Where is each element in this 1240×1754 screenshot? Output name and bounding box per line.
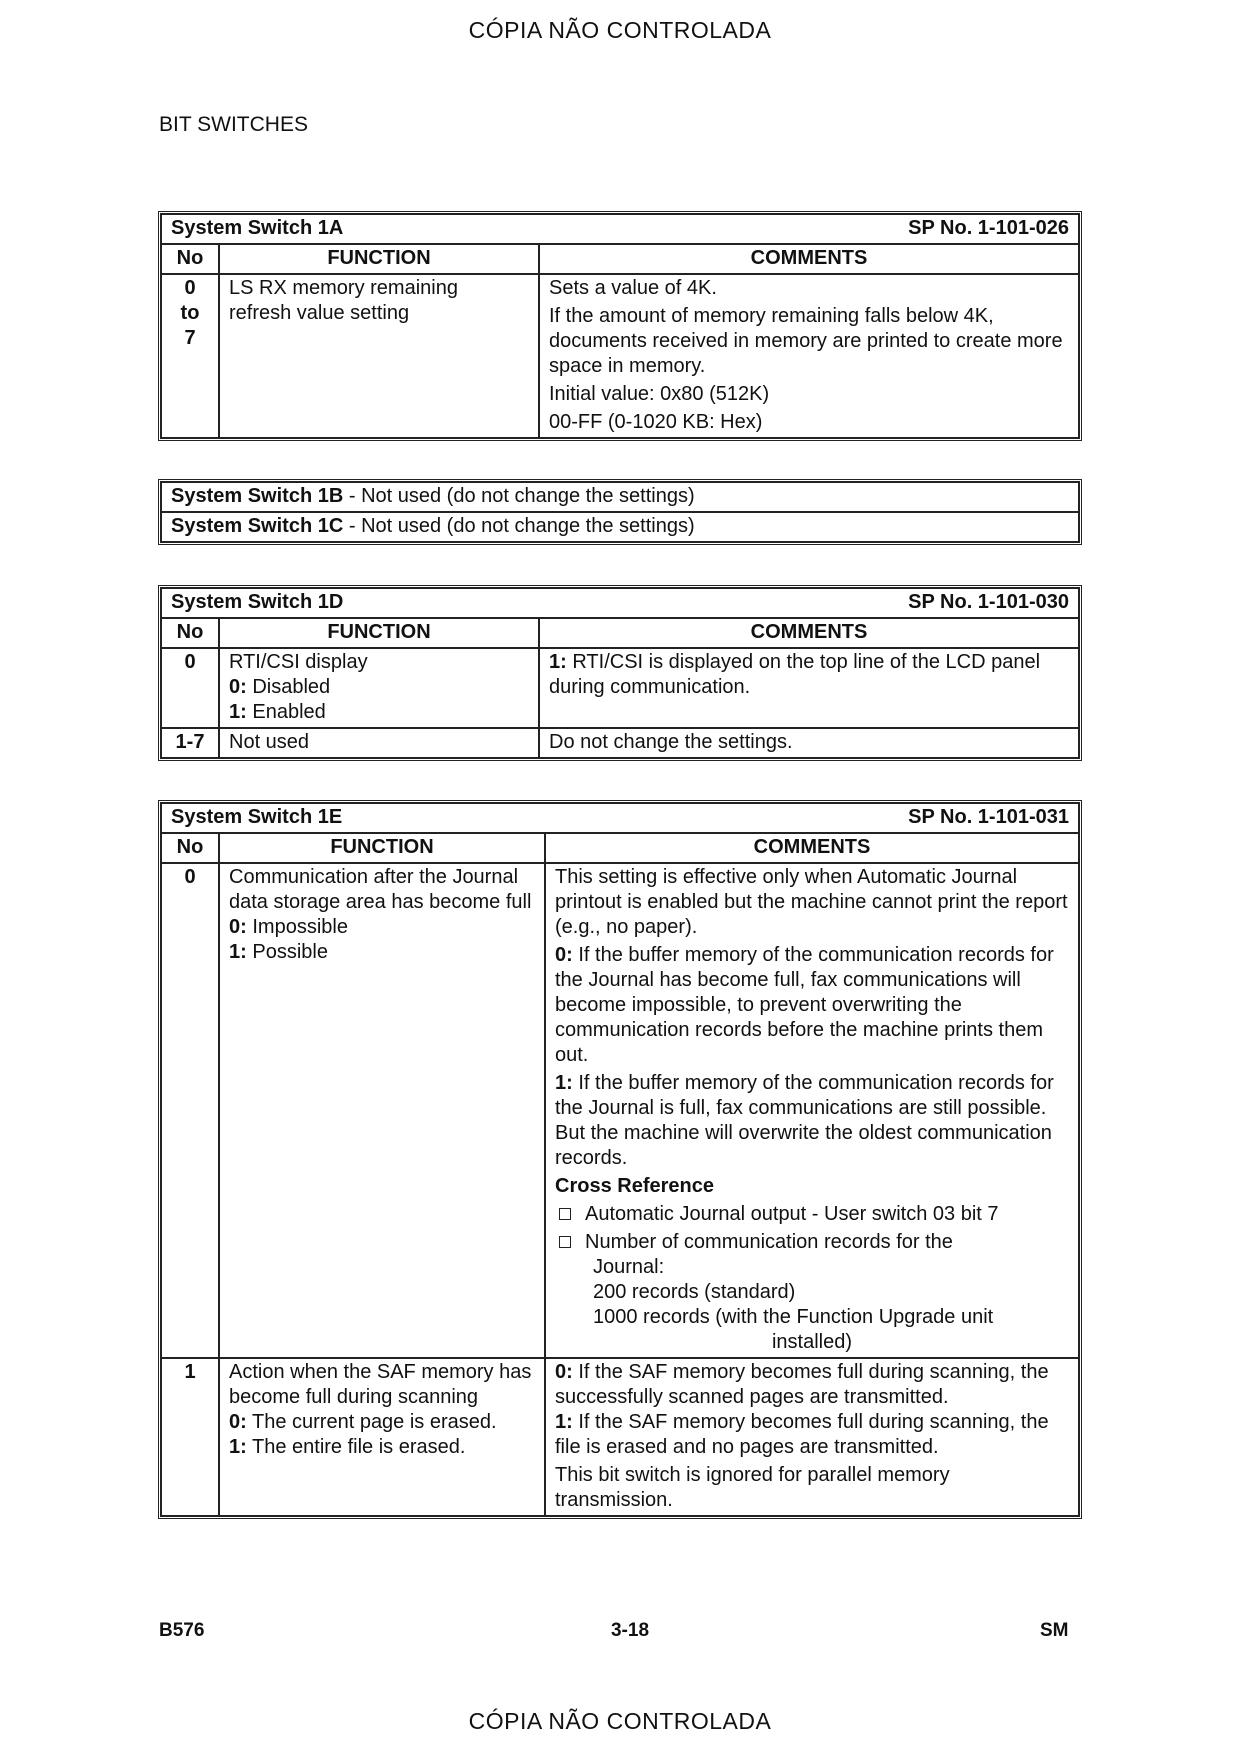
footer-manual-code: SM [1040, 1620, 1069, 1641]
col-no: No [161, 244, 219, 274]
cross-reference-heading: Cross Reference [555, 1175, 714, 1197]
sp-number: SP No. 1-101-030 [908, 591, 1069, 613]
function-cell: LS RX memory remaining refresh value setting [219, 274, 539, 438]
bit-number: 0 to 7 [161, 274, 219, 438]
switch-title: System Switch 1C [171, 515, 344, 537]
col-function: FUNCTION [219, 618, 539, 648]
col-function: FUNCTION [219, 833, 545, 863]
col-comments: COMMENTS [539, 618, 1079, 648]
table-header-row [161, 214, 1079, 244]
footer-page-number: 3-18 [610, 1620, 650, 1641]
table-row [161, 648, 1079, 728]
table-row [161, 863, 1079, 1358]
bit-number: 0 [161, 863, 219, 1358]
table-header-row [161, 803, 1079, 833]
switch-title: System Switch 1A [171, 217, 344, 239]
switch-title: System Switch 1D [171, 591, 344, 613]
comments-cell: Sets a value of 4K. If the amount of memory remaining falls below 4K, documents received in memory are printed to create more space in memory. Initial value: 0x80 (512K) 00-FF (0-1020 KB: Hex) [539, 274, 1079, 438]
comments-cell: This setting is effective only when Automatic Journal printout is enabled but the machine cannot print the report (e.g., no paper). 0: If the buffer memory of the communication records for the Journal has become full, fax communications will become impossible, to prevent overwriting the communication records before the machine prints them out. 1: If the buffer memory of the communication records for the Journal is full, fax communications are still possible. But the machine will overwrite the oldest communication records. Cross Reference Automatic Journal output - User switch 03 bit 7 Number of communication records for the Journal: 200 records (standard) 1000 records (with the Function Upgrade unit installed) [545, 863, 1079, 1358]
switch-title: System Switch 1E [171, 806, 343, 828]
bit-number: 1 [161, 1358, 219, 1516]
column-header-row [161, 833, 1079, 863]
section-title: BIT SWITCHES [159, 113, 308, 136]
watermark-bottom: CÓPIA NÃO CONTROLADA [468, 1708, 772, 1734]
function-cell: Not used [219, 728, 539, 758]
system-switch-1b-1c-table [158, 479, 1082, 545]
switch-note: - Not used (do not change the settings) [343, 485, 695, 507]
sp-number: SP No. 1-101-026 [908, 217, 1069, 239]
sp-number: SP No. 1-101-031 [908, 806, 1069, 828]
table-row [161, 1358, 1079, 1516]
bit-number: 0 [161, 648, 219, 728]
system-switch-1d-table [158, 585, 1082, 761]
table-header-row [161, 588, 1079, 618]
col-function: FUNCTION [219, 244, 539, 274]
col-no: No [161, 833, 219, 863]
function-cell: RTI/CSI display 0: Disabled 1: Enabled [219, 648, 539, 728]
switch-note: - Not used (do not change the settings) [343, 515, 695, 537]
system-switch-1e-table [158, 800, 1082, 1519]
function-cell: Communication after the Journal data storage area has become full 0: Impossible 1: Possible [219, 863, 545, 1358]
comments-cell: 0: If the SAF memory becomes full during scanning, the successfully scanned pages are transmitted. 1: If the SAF memory becomes full during scanning, the file is erased and no pages are transmitted. This bit switch is ignored for parallel memory transmission. [545, 1358, 1079, 1516]
col-comments: COMMENTS [545, 833, 1079, 863]
watermark-top: CÓPIA NÃO CONTROLADA [468, 17, 772, 43]
switch-title: System Switch 1B [171, 485, 344, 507]
col-no: No [161, 618, 219, 648]
column-header-row [161, 244, 1079, 274]
comments-cell: Do not change the settings. [539, 728, 1079, 758]
column-header-row [161, 618, 1079, 648]
table-row [161, 274, 1079, 438]
footer-model: B576 [159, 1620, 205, 1641]
checkbox-bullet-icon [559, 1208, 571, 1220]
col-comments: COMMENTS [539, 244, 1079, 274]
table-row [161, 512, 1079, 542]
checkbox-bullet-icon [559, 1236, 571, 1248]
comments-cell: 1: RTI/CSI is displayed on the top line of the LCD panel during communication. [539, 648, 1079, 728]
system-switch-1a-table [158, 211, 1082, 441]
table-row [161, 728, 1079, 758]
table-row [161, 482, 1079, 512]
function-cell: Action when the SAF memory has become full during scanning 0: The current page is erased. 1: The entire file is erased. [219, 1358, 545, 1516]
bit-number: 1-7 [161, 728, 219, 758]
